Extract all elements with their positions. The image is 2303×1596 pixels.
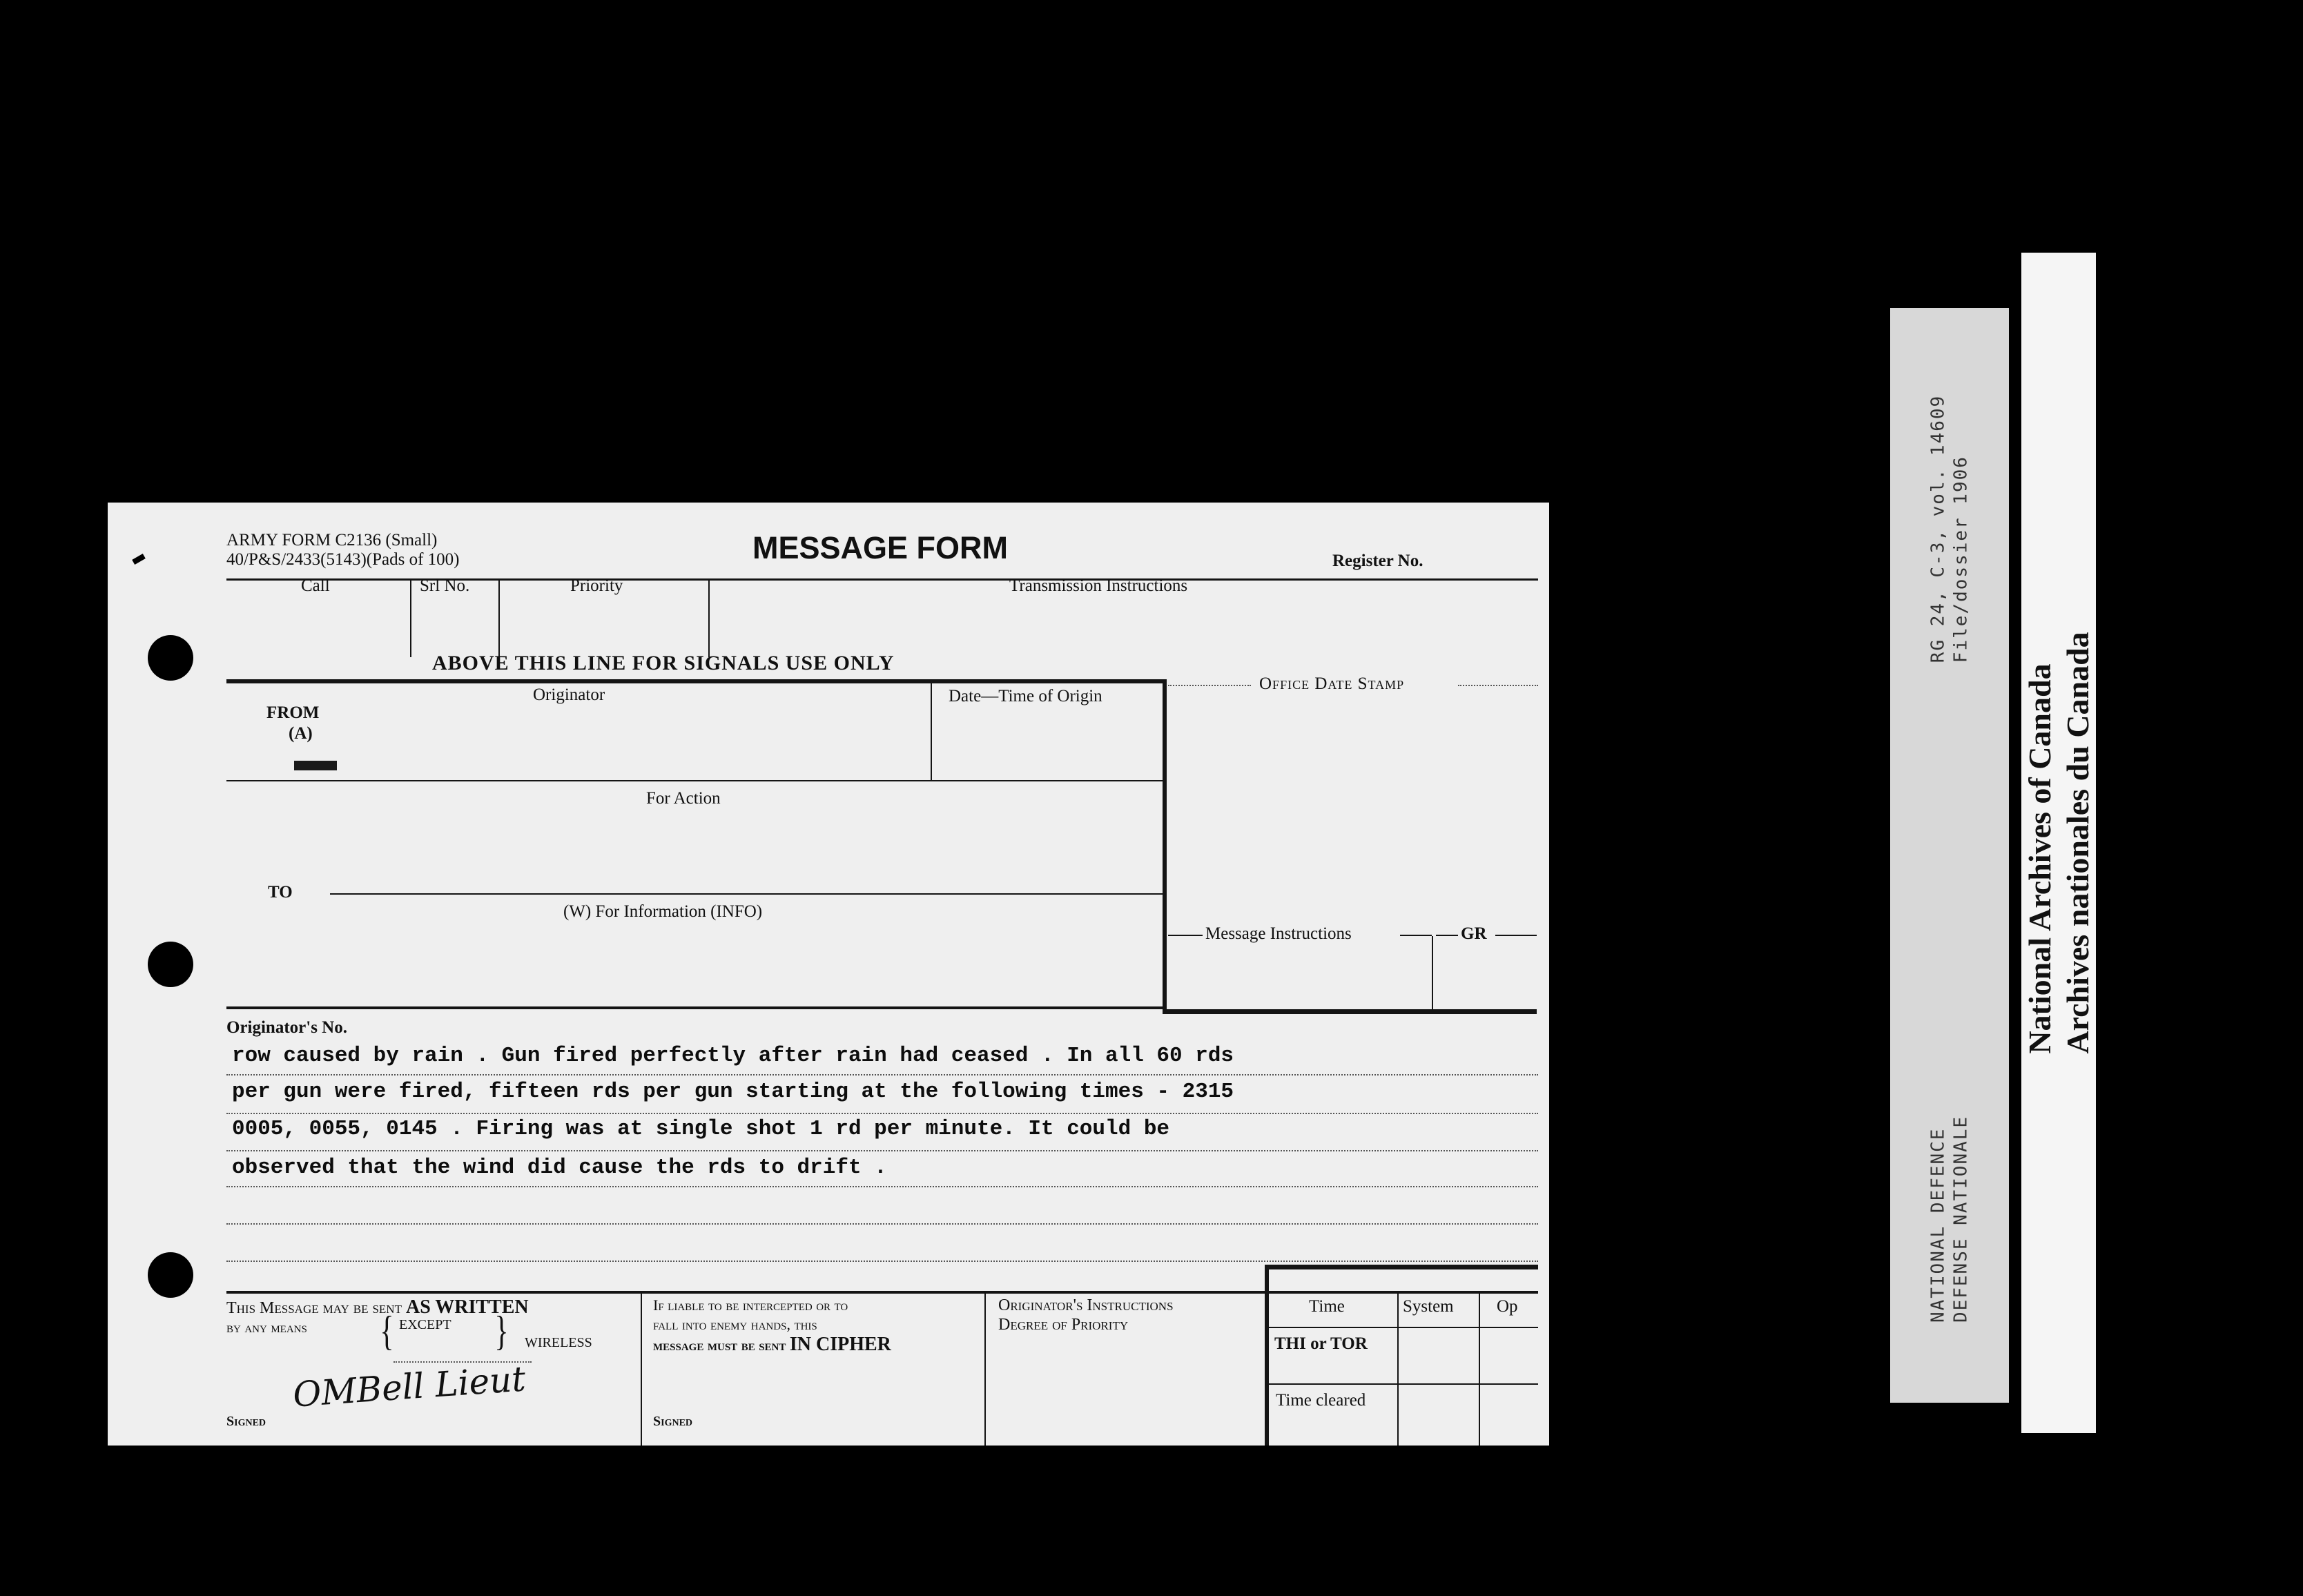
office-stamp-rule-right — [1458, 685, 1538, 686]
footer-time-top — [1265, 1265, 1538, 1269]
redacted-mark — [294, 761, 337, 770]
gr-rule — [1495, 935, 1537, 936]
reference-line-2: File/dossier 1906 — [1950, 456, 1971, 663]
gr-label: GR — [1461, 924, 1487, 943]
signals-divider — [498, 580, 500, 657]
signals-only-notice: ABOVE THIS LINE FOR SIGNALS USE ONLY — [432, 652, 895, 674]
office-stamp-rule-left — [1168, 685, 1251, 686]
call-label: Call — [301, 576, 330, 595]
message-form-card — [108, 503, 1549, 1446]
priority-label: Priority — [570, 576, 623, 595]
pad-code: 40/P&S/2433(5143)(Pads of 100) — [226, 550, 460, 569]
message-rule — [226, 1074, 1538, 1076]
signals-divider — [708, 580, 710, 657]
torn-mark — [132, 554, 146, 565]
for-information-label: (W) For Information (INFO) — [563, 902, 763, 921]
footer-top-rule — [226, 1291, 1538, 1294]
frame-right — [1163, 679, 1167, 1013]
archive-reference-strip — [1890, 308, 2009, 1403]
originators-no-label: Originator's No. — [226, 1018, 347, 1037]
reference-line-1: RG 24, C-3, vol. 14609 — [1927, 394, 1949, 663]
message-instructions-label: Message Instructions — [1205, 924, 1352, 943]
signed-label-2: Signed — [653, 1414, 693, 1429]
message-line-4: observed that the wind did cause the rds to drift . — [232, 1156, 887, 1180]
footer-divider — [641, 1294, 642, 1446]
srl-no-label: Srl No. — [420, 576, 470, 595]
footer-time-left — [1265, 1266, 1269, 1446]
archive-name — [2021, 632, 2097, 1053]
brace-left: { — [380, 1308, 394, 1354]
to-rule — [330, 893, 1164, 895]
in-cipher-text: IN CIPHER — [789, 1334, 891, 1355]
to-label: TO — [268, 883, 293, 902]
binder-hole-bottom — [148, 1252, 193, 1298]
by-any-means: by any means — [226, 1318, 307, 1336]
time-header: Time — [1309, 1297, 1345, 1316]
wireless-label: WIRELESS — [525, 1335, 592, 1350]
signed-label: Signed — [226, 1414, 266, 1429]
degree-of-priority-label: Degree of Priority — [998, 1316, 1129, 1334]
op-header: Op — [1497, 1297, 1518, 1316]
archive-name-french: Archives nationales du Canada — [2060, 632, 2095, 1054]
time-table-rule — [1269, 1327, 1538, 1328]
except-label: EXCEPT — [399, 1317, 451, 1332]
gr-rule — [1436, 935, 1458, 936]
register-no-label: Register No. — [1332, 552, 1423, 570]
transmission-label: Transmission Instructions — [1009, 576, 1188, 595]
department-line-2: DEFENSE NATIONALE — [1950, 1115, 1971, 1323]
time-table-rule — [1269, 1383, 1538, 1385]
form-title: MESSAGE FORM — [752, 530, 1009, 565]
archive-name-english: National Archives of Canada — [2021, 663, 2057, 1054]
message-line-1: row caused by rain . Gun fired perfectly after rain had ceased . In all 60 rds — [232, 1044, 1234, 1068]
from-bottom-rule — [226, 780, 1164, 781]
must-be-sent-text: message must be sent — [653, 1336, 786, 1354]
system-header: System — [1403, 1297, 1454, 1316]
archive-name-strip — [2021, 253, 2096, 1433]
binder-hole-middle — [148, 942, 193, 987]
from-label: FROM — [266, 703, 320, 722]
message-line-2: per gun were fired, fifteen rds per gun starting at the following times - 2315 — [232, 1080, 1234, 1104]
thi-tor-label: THI or TOR — [1274, 1334, 1368, 1353]
message-rule — [226, 1223, 1538, 1225]
date-time-divider — [931, 683, 932, 781]
signature: OMBell Lieut — [291, 1359, 527, 1415]
as-written-text: AS WRITTEN — [405, 1296, 529, 1318]
department-stamp — [1927, 1116, 1972, 1323]
frame-bottom-right — [1163, 1009, 1537, 1014]
form-number: ARMY FORM C2136 (Small) — [226, 531, 438, 549]
message-rule — [226, 1150, 1538, 1151]
liable-line3 — [653, 1334, 891, 1356]
liable-line2: fall into enemy hands, this — [653, 1316, 817, 1333]
sent-by-text: This Message may be sent — [226, 1299, 402, 1317]
time-table-divider — [1397, 1294, 1399, 1446]
sent-by-line1 — [226, 1296, 529, 1318]
date-time-label: Date—Time of Origin — [949, 687, 1102, 705]
message-rule — [226, 1186, 1538, 1187]
originator-label: Originator — [533, 685, 605, 704]
message-rule — [226, 1261, 1538, 1262]
liable-line1: If liable to be intercepted or to — [653, 1296, 848, 1314]
message-rule — [226, 1113, 1538, 1114]
frame-top — [226, 679, 1167, 683]
msg-instr-rule — [1400, 935, 1432, 936]
frame-bottom-left — [226, 1006, 1164, 1009]
originators-instructions-label: Originator's Instructions — [998, 1296, 1174, 1314]
office-date-stamp-label: Office Date Stamp — [1259, 674, 1405, 693]
msg-instr-rule — [1168, 935, 1203, 936]
signals-divider — [410, 580, 411, 657]
gr-divider — [1432, 936, 1433, 1012]
time-cleared-label: Time cleared — [1276, 1391, 1366, 1410]
brace-right: } — [494, 1308, 509, 1354]
archive-reference — [1927, 395, 1972, 663]
footer-divider — [984, 1294, 986, 1446]
for-action-label: For Action — [646, 789, 721, 808]
from-sub-label: (A) — [289, 724, 313, 743]
department-line-1: NATIONAL DEFENCE — [1927, 1127, 1949, 1323]
time-table-divider — [1479, 1294, 1480, 1446]
message-line-3: 0005, 0055, 0145 . Firing was at single shot 1 rd per minute. It could be — [232, 1117, 1170, 1141]
binder-hole-top — [148, 635, 193, 681]
